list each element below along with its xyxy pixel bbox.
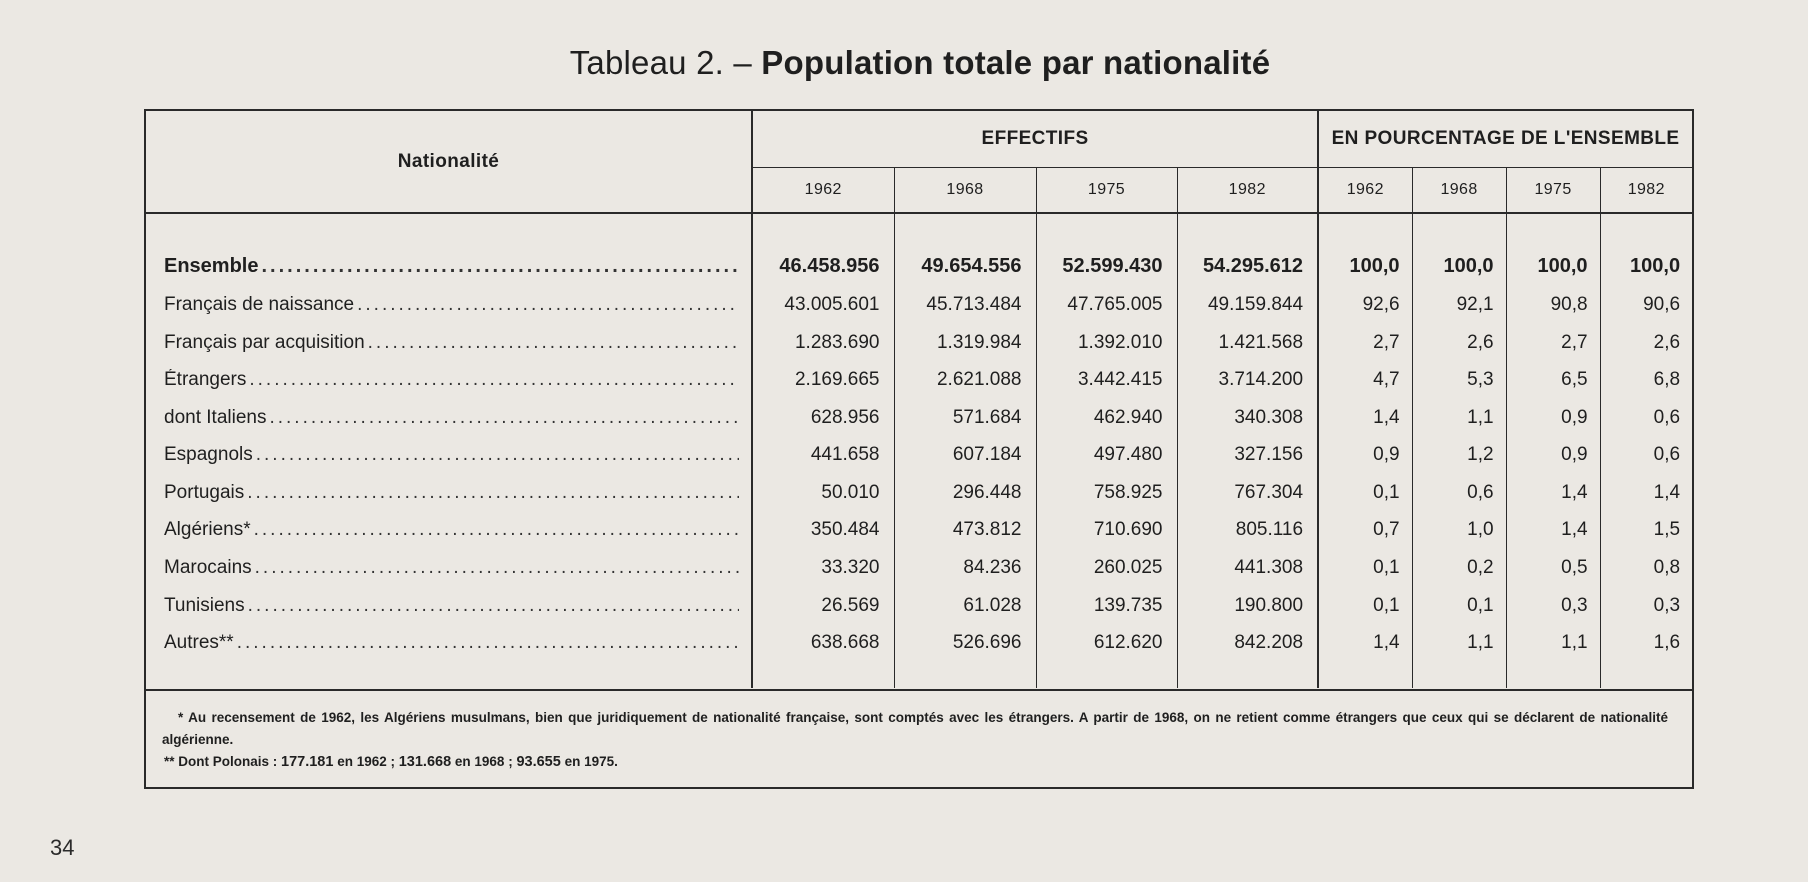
row-label: Tunisiens — [164, 594, 245, 616]
effectif-cell: 45.713.484 — [894, 286, 1036, 324]
row-label: Marocains — [164, 556, 252, 578]
table-row — [146, 587, 1692, 625]
pourcentage-cell: 1,0 — [1412, 512, 1506, 550]
leader-dots — [368, 332, 739, 354]
effectif-cell: 628.956 — [752, 399, 894, 437]
effectif-cell: 526.696 — [894, 624, 1036, 662]
pourcentage-cell: 2,6 — [1653, 331, 1681, 353]
row-label-cell — [146, 324, 752, 362]
pourcentage-cell: 90,6 — [1643, 293, 1681, 315]
page-number: 34 — [50, 835, 75, 860]
pourcentage-cell: 100,0 — [1630, 254, 1681, 277]
pourcentage-cell: 6,5 — [1506, 361, 1600, 399]
filler-cell — [1318, 662, 1412, 688]
row-label: Français par acquisition — [164, 331, 365, 353]
pourcentage-cell: 0,1 — [1412, 587, 1506, 625]
leader-dots — [261, 255, 739, 278]
header-year-pct: 1975 — [1506, 168, 1600, 214]
filler-cell — [146, 662, 752, 688]
row-label: Espagnols — [164, 444, 253, 466]
pourcentage-cell: 92,6 — [1318, 286, 1412, 324]
effectif-cell: 1.392.010 — [1036, 324, 1177, 362]
effectif-cell: 296.448 — [894, 474, 1036, 512]
leader-dots — [255, 557, 739, 579]
effectif-cell: 50.010 — [752, 474, 894, 512]
row-label: Ensemble — [164, 254, 259, 277]
footnote-text: en 1968 ; — [451, 754, 517, 769]
pourcentage-cell: 2,7 — [1318, 324, 1412, 362]
header-year-pct: 1962 — [1318, 168, 1412, 214]
effectif-cell: 260.025 — [1036, 549, 1177, 587]
pourcentage-cell: 0,6 — [1653, 406, 1681, 428]
effectif-cell: 52.599.430 — [1036, 246, 1177, 286]
effectif-cell: 350.484 — [752, 512, 894, 550]
effectif-cell: 47.765.005 — [1036, 286, 1177, 324]
filler-cell — [894, 662, 1036, 688]
filler-cell — [1177, 662, 1318, 688]
spacer-cell — [1506, 213, 1600, 246]
effectif-cell: 571.684 — [894, 399, 1036, 437]
table-row — [146, 399, 1692, 437]
effectif-cell: 758.925 — [1036, 474, 1177, 512]
pourcentage-cell: 1,1 — [1412, 624, 1506, 662]
filler-cell — [1036, 662, 1177, 688]
spacer-cell — [752, 213, 894, 246]
filler-cell — [1506, 662, 1600, 688]
spacer-cell — [1036, 213, 1177, 246]
row-label-cell — [146, 361, 752, 399]
row-label: Français de naissance — [164, 293, 355, 315]
filler-cell — [752, 662, 894, 688]
table-row — [146, 436, 1692, 474]
effectif-cell: 340.308 — [1177, 399, 1318, 437]
header-year-effectifs: 1982 — [1177, 168, 1318, 214]
spacer-cell — [1177, 213, 1318, 246]
leader-dots — [237, 632, 739, 654]
header-year-effectifs: 1962 — [752, 168, 894, 214]
pourcentage-cell: 0,7 — [1318, 512, 1412, 550]
effectif-cell: 473.812 — [894, 512, 1036, 550]
pourcentage-cell: 90,8 — [1506, 286, 1600, 324]
leader-dots — [256, 444, 739, 466]
effectif-cell: 441.308 — [1177, 549, 1318, 587]
effectif-cell: 1.421.568 — [1177, 324, 1318, 362]
effectif-cell: 43.005.601 — [752, 286, 894, 324]
effectif-cell: 710.690 — [1036, 512, 1177, 550]
pourcentage-cell: 2,6 — [1412, 324, 1506, 362]
pourcentage-cell: 0,1 — [1318, 549, 1412, 587]
pourcentage-cell: 0,9 — [1506, 436, 1600, 474]
table-body — [146, 213, 1692, 688]
row-label-cell — [146, 512, 752, 550]
row-label: Portugais — [164, 481, 245, 503]
footnote-value: 93.655 — [516, 754, 561, 770]
footnote-text: en 1962 ; — [333, 754, 399, 769]
filler-cell — [1600, 662, 1692, 688]
table-row — [146, 474, 1692, 512]
pourcentage-cell: 4,7 — [1318, 361, 1412, 399]
row-label-cell — [146, 436, 752, 474]
table-row — [146, 361, 1692, 399]
effectif-cell: 3.442.415 — [1036, 361, 1177, 399]
pourcentage-cell: 0,9 — [1318, 436, 1412, 474]
row-label-cell — [146, 587, 752, 625]
pourcentage-cell: 1,4 — [1653, 481, 1681, 503]
effectif-cell: 612.620 — [1036, 624, 1177, 662]
leader-dots — [357, 294, 739, 316]
spacer-cell — [1600, 213, 1692, 246]
leader-dots — [254, 519, 739, 541]
effectif-cell: 33.320 — [752, 549, 894, 587]
header-year-effectifs: 1968 — [894, 168, 1036, 214]
header-year-pct: 1982 — [1600, 168, 1692, 214]
table-frame — [144, 109, 1694, 789]
row-label-cell — [146, 246, 752, 286]
row-label-cell — [146, 399, 752, 437]
spacer-cell — [146, 213, 752, 246]
effectif-cell: 61.028 — [894, 587, 1036, 625]
row-label: dont Italiens — [164, 406, 267, 428]
footnote-text: ** Dont Polonais : — [164, 754, 282, 769]
effectif-cell: 805.116 — [1177, 512, 1318, 550]
effectif-cell: 638.668 — [752, 624, 894, 662]
pourcentage-cell: 0,8 — [1653, 556, 1681, 578]
header-year-pct: 1968 — [1412, 168, 1506, 214]
pourcentage-cell: 1,4 — [1318, 399, 1412, 437]
pourcentage-cell: 0,6 — [1653, 444, 1681, 466]
pourcentage-cell: 0,1 — [1318, 474, 1412, 512]
header-nationality: Nationalité — [146, 111, 752, 213]
footnote-polonais — [162, 751, 1668, 773]
row-label-cell — [146, 474, 752, 512]
header-effectifs: EFFECTIFS — [752, 111, 1318, 168]
header-pourcentage: EN POURCENTAGE DE L'ENSEMBLE — [1318, 111, 1692, 168]
row-label: Autres** — [164, 632, 234, 654]
pourcentage-cell: 0,6 — [1412, 474, 1506, 512]
effectif-cell: 462.940 — [1036, 399, 1177, 437]
pourcentage-cell: 1,1 — [1506, 624, 1600, 662]
pourcentage-cell: 2,7 — [1506, 324, 1600, 362]
pourcentage-cell: 0,9 — [1506, 399, 1600, 437]
row-label-cell — [146, 624, 752, 662]
pourcentage-cell: 0,3 — [1653, 594, 1681, 616]
table-row — [146, 512, 1692, 550]
pourcentage-cell: 1,2 — [1412, 436, 1506, 474]
table-row — [146, 624, 1692, 662]
table-row — [146, 549, 1692, 587]
effectif-cell: 607.184 — [894, 436, 1036, 474]
spacer-cell — [1318, 213, 1412, 246]
table-title-prefix: Tableau 2. – — [569, 44, 762, 81]
pourcentage-cell: 1,4 — [1506, 474, 1600, 512]
pourcentage-cell: 0,5 — [1506, 549, 1600, 587]
row-label-cell — [146, 286, 752, 324]
effectif-cell: 139.735 — [1036, 587, 1177, 625]
pourcentage-cell: 100,0 — [1318, 246, 1412, 286]
effectif-cell: 842.208 — [1177, 624, 1318, 662]
footnote-algeriens: * Au recensement de 1962, les Algériens musulmans, bien que juridiquement de nationalité française, sont comptés avec les étrangers. A partir de 1968, on ne retient comme étrangers que ceux qui se déclarent de nationalité algérienne. — [162, 710, 1668, 747]
pourcentage-cell: 6,8 — [1653, 369, 1681, 391]
pourcentage-cell: 100,0 — [1412, 246, 1506, 286]
effectif-cell: 54.295.612 — [1177, 246, 1318, 286]
pourcentage-cell: 100,0 — [1506, 246, 1600, 286]
row-label: Algériens* — [164, 519, 251, 541]
pourcentage-cell: 0,2 — [1412, 549, 1506, 587]
population-table — [146, 111, 1692, 688]
effectif-cell: 2.169.665 — [752, 361, 894, 399]
effectif-cell: 49.654.556 — [894, 246, 1036, 286]
pourcentage-cell: 0,3 — [1506, 587, 1600, 625]
footnote-value: 177.181 — [281, 754, 334, 770]
pourcentage-cell: 1,1 — [1412, 399, 1506, 437]
table-row — [146, 286, 1692, 324]
effectif-cell: 327.156 — [1177, 436, 1318, 474]
table-row — [146, 324, 1692, 362]
effectif-cell: 46.458.956 — [752, 246, 894, 286]
table-notes — [146, 689, 1692, 787]
pourcentage-cell: 5,3 — [1412, 361, 1506, 399]
pourcentage-cell: 1,6 — [1653, 632, 1681, 654]
effectif-cell: 497.480 — [1036, 436, 1177, 474]
pourcentage-cell: 1,5 — [1653, 519, 1681, 541]
effectif-cell: 1.319.984 — [894, 324, 1036, 362]
effectif-cell: 84.236 — [894, 549, 1036, 587]
effectif-cell: 767.304 — [1177, 474, 1318, 512]
row-label-cell — [146, 549, 752, 587]
leader-dots — [269, 407, 739, 429]
row-label: Étrangers — [164, 369, 247, 391]
leader-dots — [248, 595, 739, 617]
leader-dots — [249, 369, 739, 391]
pourcentage-cell: 92,1 — [1412, 286, 1506, 324]
effectif-cell: 190.800 — [1177, 587, 1318, 625]
filler-row — [146, 662, 1692, 688]
header-year-effectifs: 1975 — [1036, 168, 1177, 214]
pourcentage-cell: 1,4 — [1318, 624, 1412, 662]
effectif-cell: 3.714.200 — [1177, 361, 1318, 399]
effectif-cell: 49.159.844 — [1177, 286, 1318, 324]
pourcentage-cell: 0,1 — [1318, 587, 1412, 625]
footnote-text: en 1975. — [560, 754, 618, 769]
effectif-cell: 441.658 — [752, 436, 894, 474]
effectif-cell: 1.283.690 — [752, 324, 894, 362]
table-title — [0, 44, 1808, 82]
table-title-main: Population totale par nationalité — [761, 44, 1271, 81]
table-row — [146, 246, 1692, 286]
filler-cell — [1412, 662, 1506, 688]
spacer-cell — [894, 213, 1036, 246]
footnote-value: 131.668 — [398, 754, 452, 770]
effectif-cell: 26.569 — [752, 587, 894, 625]
effectif-cell: 2.621.088 — [894, 361, 1036, 399]
leader-dots — [247, 482, 739, 504]
spacer-cell — [1412, 213, 1506, 246]
pourcentage-cell: 1,4 — [1506, 512, 1600, 550]
